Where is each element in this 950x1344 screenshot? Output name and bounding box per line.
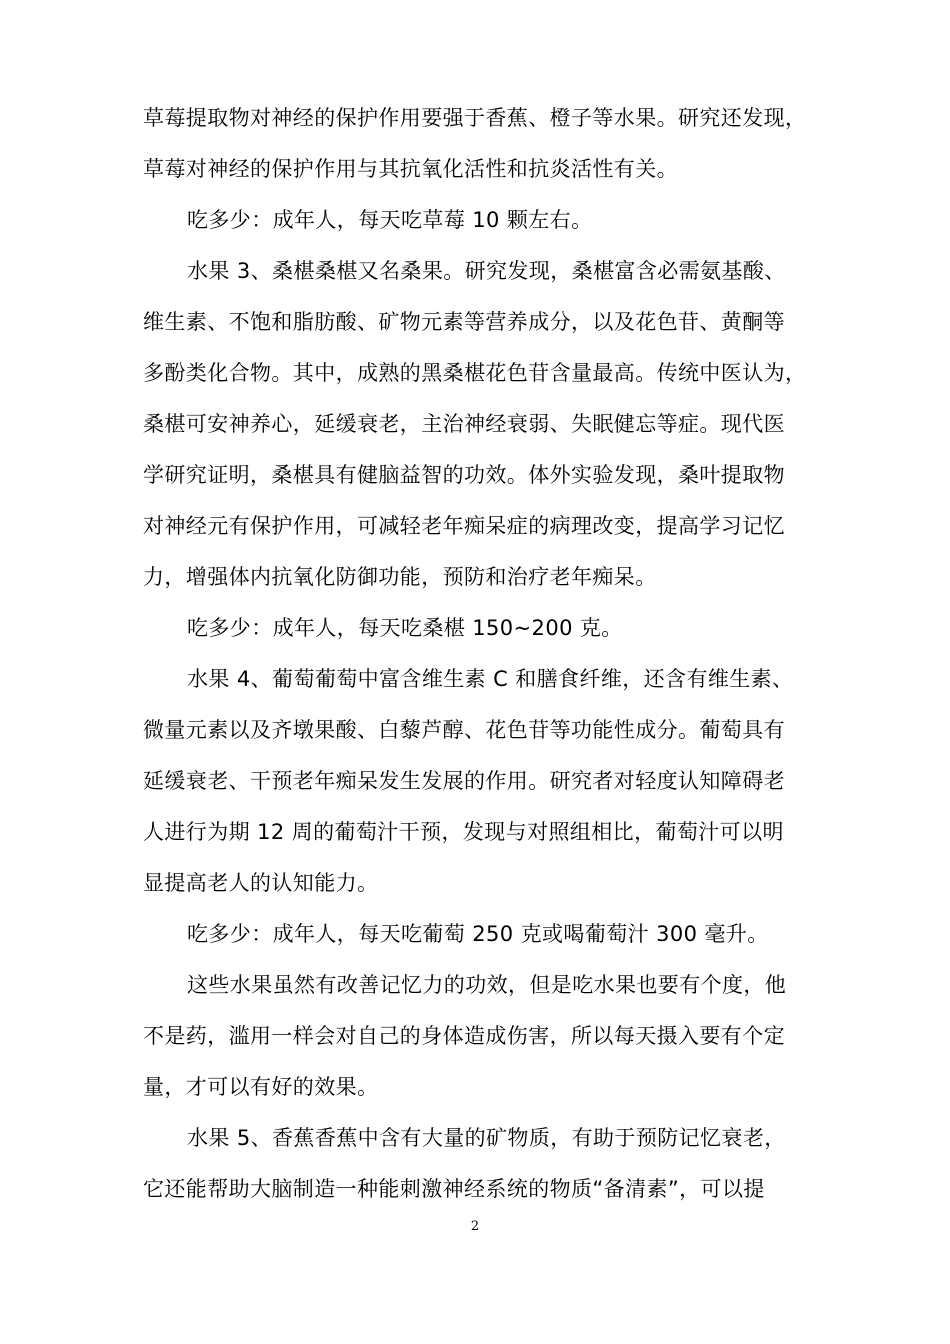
text-line: 这些水果虽然有改善记忆力的功效，但是吃水果也要有个度，他 <box>187 973 787 997</box>
text-line: 量，才可以有好的效果。 <box>143 1075 379 1099</box>
text-line: 吃多少：成年人，每天吃草莓 10 颗左右。 <box>187 208 593 232</box>
text-line: 力，增强体内抗氧化防御功能，预防和治疗老年痴呆。 <box>143 565 657 589</box>
page-number: 2 <box>470 1219 480 1234</box>
text-line: 延缓衰老、干预老年痴呆发生发展的作用。研究者对轻度认知障碍老 <box>143 769 785 793</box>
text-line: 水果 3、桑椹桑椹又名桑果。研究发现，桑椹富含必需氨基酸、 <box>187 259 786 283</box>
body-text <box>143 96 819 1218</box>
text-line: 草莓提取物对神经的保护作用要强于香蕉、橙子等水果。研究还发现， <box>143 106 807 130</box>
text-line: 不是药，滥用一样会对自己的身体造成伤害，所以每天摄入要有个定 <box>143 1024 785 1048</box>
text-line: 草莓对神经的保护作用与其抗氧化活性和抗炎活性有关。 <box>143 157 678 181</box>
text-line: 水果 4、葡萄葡萄中富含维生素 C 和膳食纤维，还含有维生素、 <box>187 667 794 691</box>
text-line: 微量元素以及齐墩果酸、白藜芦醇、花色苷等功能性成分。葡萄具有 <box>143 718 785 742</box>
text-line: 维生素、不饱和脂肪酸、矿物元素等营养成分，以及花色苷、黄酮等 <box>143 310 785 334</box>
text-line: 水果 5、香蕉香蕉中含有大量的矿物质，有助于预防记忆衰老， <box>187 1126 786 1150</box>
text-line: 多酚类化合物。其中，成熟的黑桑椹花色苷含量最高。传统中医认为， <box>143 361 807 385</box>
text-line: 吃多少：成年人，每天吃葡萄 250 克或喝葡萄汁 300 毫升。 <box>187 922 769 946</box>
text-line: 吃多少：成年人，每天吃桑椹 150~200 克。 <box>187 616 623 640</box>
text-line: 人进行为期 12 周的葡萄汁干预，发现与对照组相比，葡萄汁可以明 <box>143 820 784 844</box>
text-line: 它还能帮助大脑制造一种能刺激神经系统的物质“备清素”，可以提 <box>143 1177 765 1201</box>
text-line: 桑椹可安神养心，延缓衰老，主治神经衰弱、失眠健忘等症。现代医 <box>143 412 785 436</box>
text-line: 学研究证明，桑椹具有健脑益智的功效。体外实验发现，桑叶提取物 <box>143 463 785 487</box>
text-line: 显提高老人的认知能力。 <box>143 871 379 895</box>
text-line: 对神经元有保护作用，可减轻老年痴呆症的病理改变，提高学习记忆 <box>143 514 785 538</box>
